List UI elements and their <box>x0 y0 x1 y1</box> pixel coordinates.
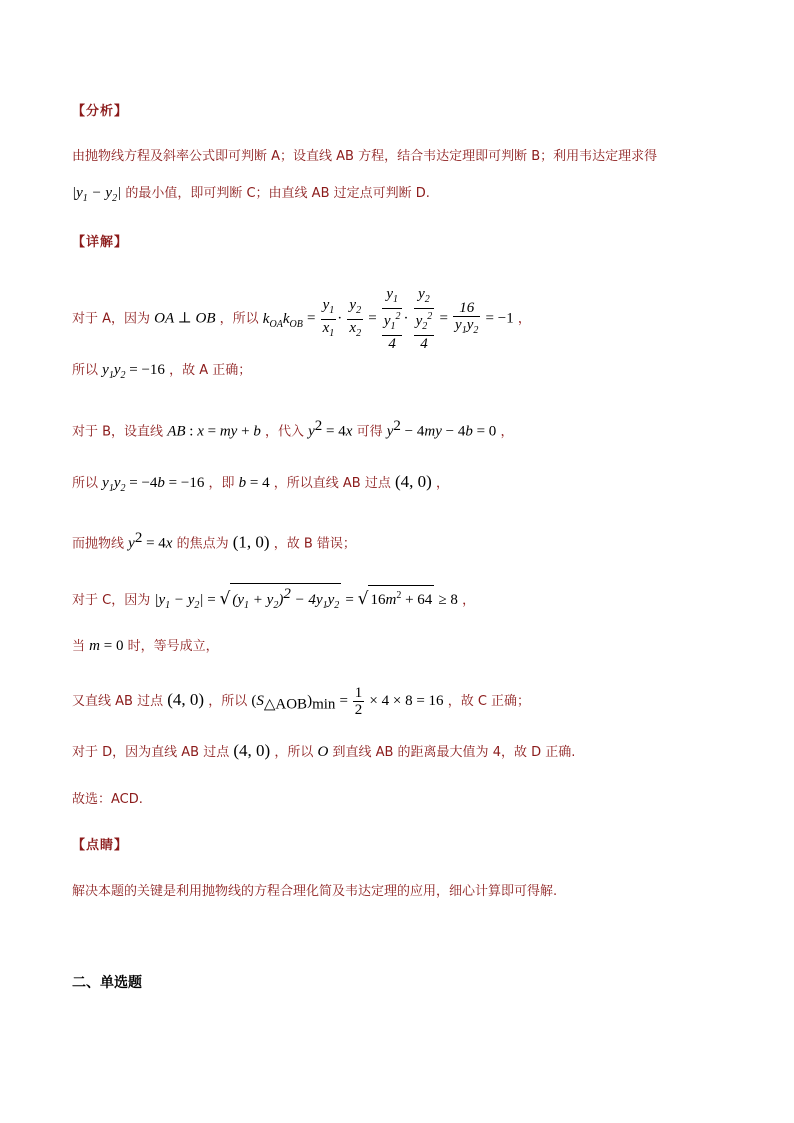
detail-c2-line: 当 m = 0 时，等号成立， <box>72 638 219 654</box>
abs-y1-minus-y2: $|y_1 - y_2|$ <box>72 185 122 204</box>
sqrt-expression-1: $(y_1 + y_2)^2 - 4y_1y_2$ <box>230 583 341 616</box>
detail-b2-mid2: ，所以直线 AB 过点 <box>273 476 391 491</box>
frac-16: $\frac{16}{y_1y_2}$ <box>455 299 479 336</box>
detail-b-mid: ，代入 <box>264 424 304 440</box>
detail-b3-line: 而抛物线 $y^2 = 4x$ 的焦点为 (1, 0) ，故 B 错误； <box>72 530 356 552</box>
detail-b-line: 对于 B，设直线 AB : x = my + b ，代入 $y^2 = 4x$ 可得 $y^2 - 4my - 4b = 0$ ， <box>72 418 514 440</box>
detail-a2-suffix: ，故 A 正确； <box>169 363 252 378</box>
detail-c3-prefix: 又直线 AB 过点 <box>72 694 164 709</box>
detail-c-line: 对于 C，因为 $|y_1 - y_2|$ = √ $(y_1 + y_2)^2 - 4y_1y_2$ = √ $16m^2 + 64 \ge 8$ ， <box>72 583 475 616</box>
detail-b3-mid: 的焦点为 <box>176 536 229 552</box>
detail-c3-line: 又直线 AB 过点 (4, 0) ，所以 $(S_{\triangle AOB})_{min}$ = $\frac{1}{2}$ × 4 × 8 = 16 ，故 C 正确； <box>72 685 531 718</box>
detail-a2-prefix: 所以 <box>72 363 99 378</box>
frac-y1-x1: $\frac{y_1}{x_1}$ <box>322 296 335 339</box>
detail-d-prefix: 对于 D，因为直线 AB 过点 <box>72 745 230 760</box>
detail-header: 【详解】 <box>72 235 129 250</box>
detail-b2-end: ， <box>435 476 449 491</box>
detail-a-mid: ，所以 <box>219 311 259 327</box>
comment-header: 【点睛】 <box>72 838 129 853</box>
analysis-line-2-text: 的最小值，即可判断 C；由直线 AB 过定点可判断 D. <box>125 186 430 201</box>
detail-b2-line: 所以 $y_1y_2 = -4b = -16$ ，即 b = 4 ，所以直线 AB 过点 (4, 0) ， <box>72 472 449 494</box>
frac-half: $\frac{1}{2}$ <box>354 685 363 718</box>
detail-b-end: ， <box>500 424 514 440</box>
detail-b-prefix: 对于 B，设直线 <box>72 424 164 440</box>
sqrt-expression-2: $16m^2 + 64$ <box>368 585 434 610</box>
detail-d-mid: ，所以 <box>274 745 314 760</box>
detail-d-line: 对于 D，因为直线 AB 过点 (4, 0) ，所以 O 到直线 AB 的距离最大值为 4，故 D 正确. <box>72 741 576 760</box>
detail-c-prefix: 对于 C，因为 <box>72 593 151 608</box>
comment-text: 解决本题的关键是利用抛物线的方程合理化简及韦达定理的应用，细心计算即可得解. <box>72 884 558 899</box>
detail-c-end: ， <box>462 593 476 608</box>
analysis-header: 【分析】 <box>72 104 129 119</box>
analysis-line-2 <box>72 183 430 209</box>
detail-d-mid2: 到直线 AB 的距离最大值为 4，故 D 正确. <box>332 745 576 760</box>
frac-y1-sub: $y_1$ $y_1^2$ 4 <box>383 286 401 352</box>
detail-a2-line: 所以 $y_1y_2 = -16$ ，故 A 正确； <box>72 362 252 381</box>
frac-y2-x2: $\frac{y_2}{x_2}$ <box>349 296 362 339</box>
section-title-single-choice: 二、单选题 <box>72 975 142 991</box>
frac-y2-sub: $y_2$ $y_2^2$ 4 <box>415 286 433 352</box>
detail-b2-prefix: 所以 <box>72 476 99 491</box>
detail-choice: 故选：ACD. <box>72 792 143 807</box>
detail-b3-end: ，故 B 错误； <box>273 536 356 552</box>
detail-c3-end: ，故 C 正确； <box>447 694 531 709</box>
detail-b2-mid: ，即 <box>208 476 235 491</box>
detail-b3-prefix: 而抛物线 <box>72 536 125 552</box>
detail-c2-suffix: 时，等号成立， <box>127 639 219 654</box>
slope-product: $k_{OA}k_{OB}$ <box>262 310 303 330</box>
detail-b-mid2: 可得 <box>356 424 383 440</box>
analysis-line-1: 由抛物线方程及斜率公式即可判断 A；设直线 AB 方程，结合韦达定理即可判断 B；利用韦达定理求得 <box>72 149 658 164</box>
detail-c3-mid: ，所以 <box>208 694 248 709</box>
perp-expression: OA ⊥ OB <box>154 310 216 327</box>
detail-c2-prefix: 当 <box>72 639 86 654</box>
detail-a-prefix: 对于 A，因为 <box>72 311 151 327</box>
detail-a-end: ， <box>517 311 531 327</box>
detail-a-line: 对于 A，因为 OA ⊥ OB ，所以 $k_{OA}k_{OB}$ = $\frac{y_1}{x_1}$ · $\frac{y_2}{x_2}$ = $y_1$ $y_1^2$ 4 · $y_2$ $y_2^2$ 4 = $\frac{16}{y_1y_2}$ = −1 ， <box>72 286 531 352</box>
